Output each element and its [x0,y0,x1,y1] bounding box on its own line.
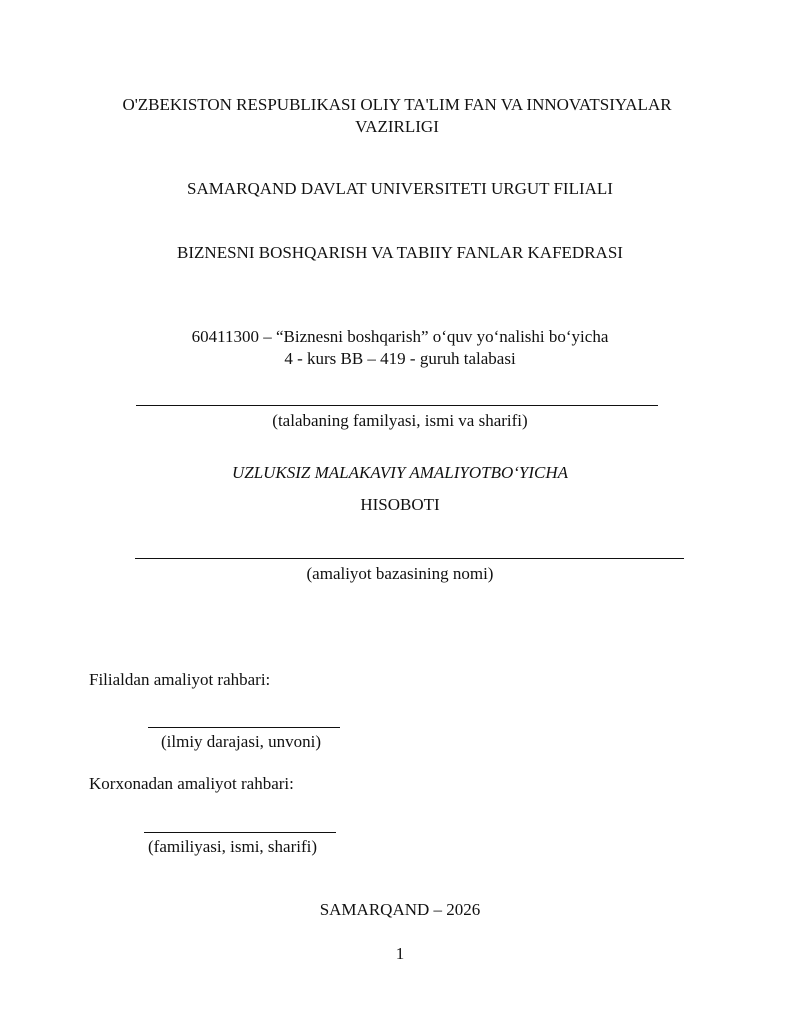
student-name-blank-line [136,405,658,406]
practice-base-caption: (amaliyot bazasining nomi) [306,564,494,583]
branch-supervisor-blank-line [148,727,340,728]
practice-base-blank-line [135,558,684,559]
program-line: 60411300 – “Biznesni boshqarish” o‘quv yo‘nalishi bo‘yicha [191,327,609,346]
company-supervisor-label: Korxonadan amaliyot rahbari: [89,774,294,793]
branch-supervisor-label: Filialdan amaliyot rahbari: [89,670,271,689]
place-year: SAMARQAND – 2026 [319,900,481,919]
report-title: HISOBOTI [360,495,440,514]
branch-supervisor-caption: (ilmiy darajasi, unvoni) [161,732,322,751]
page-number: 1 [395,944,405,963]
student-name-caption: (talabaning familyasi, ismi va sharifi) [272,411,528,430]
report-subject: UZLUKSIZ MALAKAVIY AMALIYOTBO‘YICHA [231,463,569,482]
ministry-title: O'ZBEKISTON RESPUBLIKASI OLIY TA'LIM FAN VA INNOVATSIYALAR VAZIRLIGI [122,95,672,136]
company-supervisor-blank-line [144,832,336,833]
university-title: SAMARQAND DAVLAT UNIVERSITETI URGUT FILIALI [187,179,613,198]
department-title: BIZNESNI BOSHQARISH VA TABIIY FANLAR KAFEDRASI [177,243,623,262]
company-supervisor-caption: (familiyasi, ismi, sharifi) [148,837,318,856]
group-line: 4 - kurs BB – 419 - guruh talabasi [284,349,516,368]
